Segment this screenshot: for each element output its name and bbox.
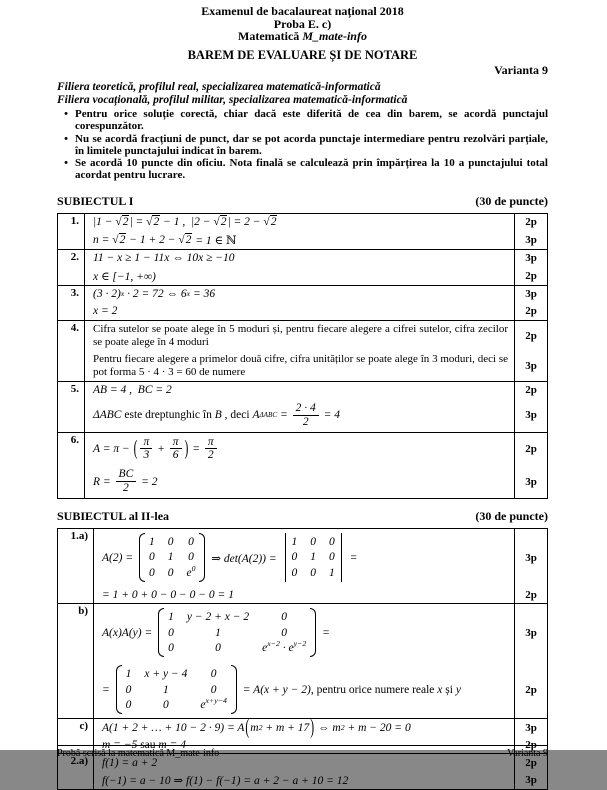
row-number: 3. [58,286,85,320]
row-line [85,286,547,303]
row-line [85,267,547,285]
points-cell: 3p [514,286,547,303]
points-cell: 2p [514,736,547,753]
points-cell: 3p [514,771,547,789]
row-line [85,303,547,320]
row-line [85,465,547,498]
points-cell: 3p [514,250,547,267]
row-line [94,529,547,586]
rule-item [57,108,548,133]
row-line [85,250,547,267]
row-number: 5. [58,382,85,432]
rule-item [57,157,548,182]
math-line: = 1 x + y − 4 0 0 1 0 0 0 $e^{x+y-4}$ = A(x + y − 2) , pentru orice numere reale x și y [94,661,514,718]
math-line: AB = 4 , BC = 2 [93,384,172,397]
points-cell: 3p [514,465,547,498]
points-cell: 2p [514,267,547,285]
math-line: A(x)A(y) = 1 y − 2 + x − 2 0 0 1 0 0 0 $e^{x-2} \cdot e^{y-2}$ = [94,604,514,661]
math-line: A(1 + 2 + … + 10 − 2 · 9) = A ( m 2 + m + 17 ) ⇔ m 2 + m − 20 = 0 [102,717,411,739]
exam-title: Examenul de bacalaureat național 2018 [201,4,404,18]
row-body [85,433,547,499]
row-line [85,433,547,466]
points-cell: 2p [514,754,547,771]
matrix: 1 0 0 0 1 0 0 0 $e^0$ [139,533,206,582]
row-number: 2.a) [58,754,94,789]
math-line: (3 · 2) x · 2 = 72 ⇔ 6 x = 36 [93,288,216,301]
points-cell: 3p [514,231,547,249]
section-2-heading [57,509,548,524]
row-line [94,771,547,789]
points-cell: 2p [514,214,547,231]
determinant: 1 0 0 0 1 0 0 0 1 [283,533,344,582]
rule-text: Nu se acordă fracțiuni de punct, dar se pot acorda punctaje intermediare pentru rezolvări parțiale, în limitele punctajului indicat în barem. [75,132,548,157]
filiera-line-1: Filiera teoretică, profilul real, specializarea matematică-informatică [57,81,381,93]
table-row [58,603,547,718]
math-line: R = $\frac{BC}{2}$ = 2 [93,468,158,495]
row-line [85,399,547,432]
math-line: n = √2 − 1 + 2 − √2 = 1 ∈ ℕ [93,233,237,247]
row-body [85,382,547,432]
row-line [85,351,547,381]
row-line [94,661,547,718]
math-line: ΔABC este dreptunghic în B , deci A ΔABC = $\frac{2 \cdot 4}{2}$ = 4 [93,401,341,428]
table-row [58,249,547,285]
exam-subject [57,30,548,43]
section-1-title: SUBIECTUL I [57,193,134,208]
math-line: x ∈ [−1, +∞) [93,270,156,283]
matrix: 1 y − 2 + x − 2 0 0 1 0 0 0 $e^{x-2} \cdot e^{y-2}$ [158,608,316,657]
math-line: A = π − ( π 3 + $\frac{\pi}{6}$ ) = $\frac{\pi}{2}$ [85,433,514,466]
row-number: 6. [58,433,85,499]
footer-left: Probă scrisă la matematică M_mate-info [57,748,220,759]
points-cell: 2p [514,586,547,603]
math-line: 11 − x ≥ 1 − 11x ⇔ 10x ≥ −10 [93,252,235,265]
rule-text: Se acordă 10 puncte din oficiu. Nota finală se calculează prin împărțirea la 10 a punctajului total acordat pentru lucrare. [75,157,548,182]
row-number: c) [58,719,94,753]
math-line: A(2) = 1 0 0 0 1 0 0 0 $e^0$ ⇒ det(A(2)) = 1 0 0 0 1 0 0 0 1 = [94,529,514,586]
row-body [94,604,547,718]
table-row [58,320,547,381]
text-line: Cifra sutelor se poate alege în 5 moduri și, pentru fiecare alegere a cifrei sutelor, cifra zecilor se poate alege în 4 moduri [93,322,508,348]
row-number: 2. [58,250,85,285]
rule-item [57,133,548,158]
filiera-line-2: Filiera vocațională, profilul militar, specializarea matematică-informatică [57,93,408,106]
points-cell: 2p [514,433,547,466]
math-line: f(1) = a + 2 [102,756,158,769]
points-cell: 2p [514,321,547,351]
row-body [85,214,547,249]
barem-title: BAREM DE EVALUARE ȘI DE NOTARE [187,47,418,62]
table-row [58,381,547,432]
row-line [85,321,547,351]
bullet-icon: • [64,132,68,145]
row-line [85,214,547,231]
section-1-heading [57,194,548,209]
section-1-table [57,213,548,499]
table-row [58,285,547,320]
subject-text: Matematică [238,29,303,43]
bullet-icon: • [64,108,68,120]
math-line: x = 2 [93,305,118,318]
points-cell: 3p [514,719,547,736]
row-body [94,754,547,789]
points-cell: 3p [514,604,547,661]
row-body [85,250,547,285]
row-line [94,586,547,603]
points-cell: 3p [514,351,547,381]
row-number: 1. [58,214,85,249]
variant-label: Varianta 9 [494,63,548,77]
subject-code: M_mate-info [302,29,367,43]
table-row [58,432,547,499]
row-line [94,717,547,739]
row-number: 1.a) [58,529,94,603]
points-cell: 3p [514,529,547,586]
row-number: b) [58,604,94,718]
footer-right: Varianta 9 [507,748,548,759]
row-line [85,231,547,249]
table-row [58,529,547,603]
points-cell: 2p [514,661,547,718]
section-2-points: (30 de puncte) [475,509,548,524]
math-line: m = −5 sau m = 4 [102,738,186,751]
bullet-icon: • [64,157,68,170]
math-line: = 1 + 0 + 0 − 0 − 0 − 0 = 1 [102,588,234,601]
rule-text: Pentru orice soluție corectă, chiar dacă este diferită de cea din barem, se acordă punctajul corespunzător. [75,108,548,133]
math-line: f(−1) = a − 10 ⇒ f(1) − f(−1) = a + 2 − a + 10 = 12 [102,775,349,788]
row-line [94,604,547,661]
row-body [85,321,547,381]
math-line: |1 − √2 | = √2 − 1 , |2 − √2 | = 2 − √2 [93,216,277,229]
text-line: Pentru fiecare alegere a primelor două cifre, cifra unităților se poate alege în 3 moduri, deci se pot forma 5 · 4 · 3 = 60 de numere [93,352,508,378]
page-footer [57,745,548,759]
points-cell: 2p [514,382,547,399]
row-body [94,529,547,603]
rules-list [57,108,548,182]
table-row [58,214,547,249]
row-number: 4. [58,321,85,381]
row-body [85,286,547,320]
row-line [85,382,547,399]
points-cell: 2p [514,303,547,320]
matrix: 1 x + y − 4 0 0 1 0 0 0 $e^{x+y-4}$ [116,665,237,714]
points-cell: 3p [514,399,547,432]
section-2-title: SUBIECTUL al II-lea [57,509,170,524]
exam-proba: Proba E. c) [273,16,332,31]
section-1-points: (30 de puncte) [475,193,548,208]
